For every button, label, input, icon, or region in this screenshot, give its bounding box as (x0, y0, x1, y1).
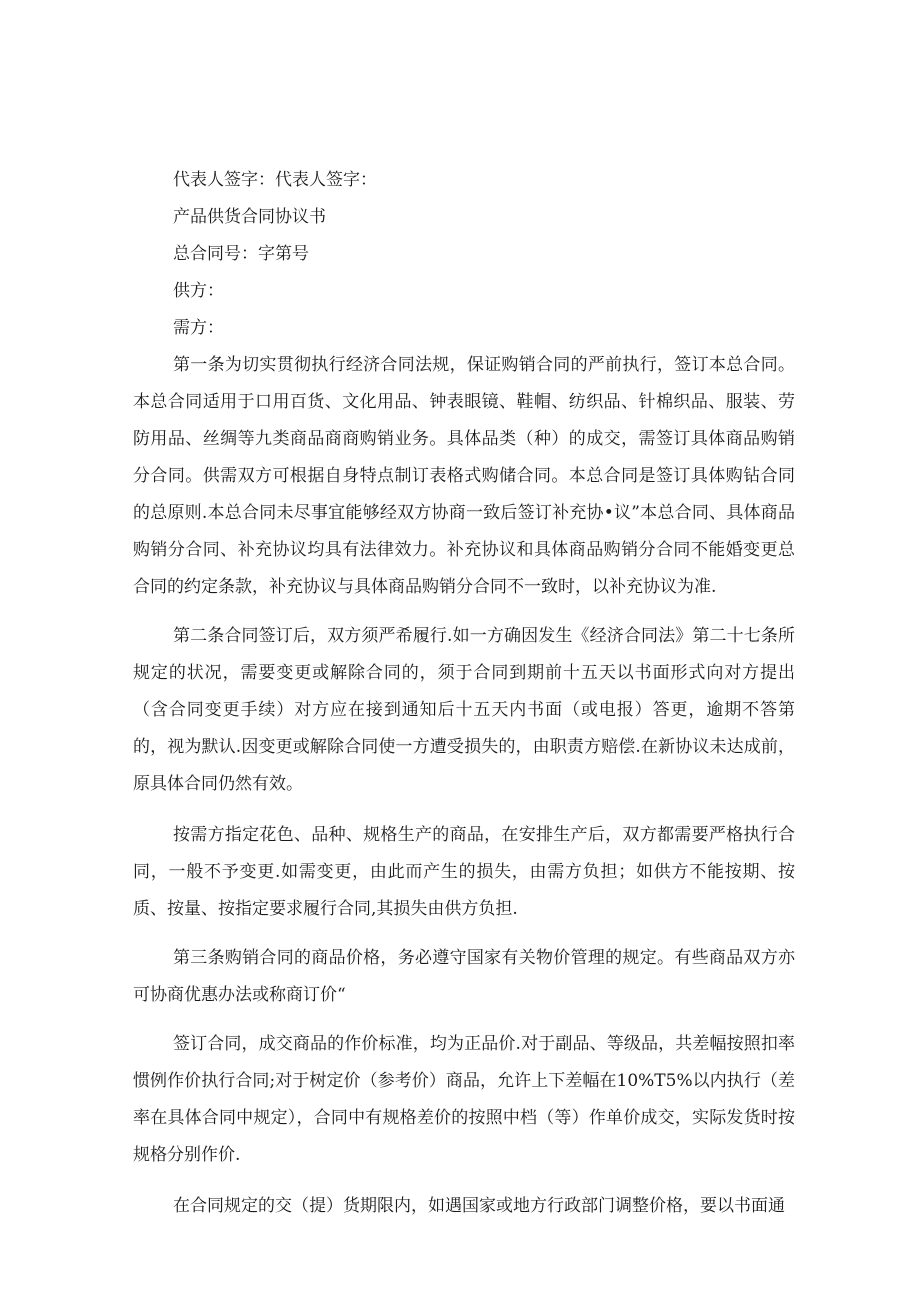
article-3-tail: 在合同规定的交（提）货期限内，如遇国家或地方行政部门调整价格，要以书面通 (173, 1196, 785, 1216)
supplier-label: 供方： (173, 281, 224, 301)
article-2: 第二条合同签订后，双方须严希履行.如一方确因发生《经济合同法》第二十七条所规定的状况，需要变更或解除合同的，须于合同到期前十五天以书面形式向对方提出（含合同变更手续）对方应在接到通知后十五天内书面（或电报）答更，逾期不答第的，视为默认.因变更或解除合同使一方遭受损失的，由职责方赔偿.在新协议未达成前，原具体合同仍然有效。 (133, 626, 795, 794)
contract-number: 总合同号：字第号 (173, 244, 309, 264)
article-3-continuation: 签订合同，成交商品的作价标准，均为正品价.对于副品、等级品，共差幅按照扣率惯例作价执行合同;对于树定价（参考价）商品，允许上下差幅在10%T5%以内执行（差率在具体合同中规定），合同中有规格差价的按照中档（等）作单价成交，实际发货时按规格分别作价. (133, 1034, 795, 1165)
article-1: 第一条为切实贯彻执行经济合同法规，保证购销合同的严前执行，签订本总合同。本总合同适用于口用百货、文化用品、钟表眼镜、鞋帽、纺织品、针棉织品、服装、劳防用品、丝绸等九类商品商商购销业务。具体品类（种）的成交，需签订具体商品购销分合同。供需双方可根据自身特点制订表格式购储合同。本总合同是签订具体购钻合同的总原则.本总合同未尽事宜能够经双方协商一致后签订补充协•议”本总合同、具体商品购销分合同、补充协议均具有法律效力。补充协议和具体商品购销分合同不能婚变更总合同的约定条款，补充协议与具体商品购销分合同不一致时，以补充协议为准. (133, 355, 795, 597)
article-2-continuation: 按需方指定花色、品种、规格生产的商品，在安排生产后，双方都需要严格执行合同，一般不予变更.如需变更，由此而产生的损失，由需方负担；如供方不能按期、按质、按量、按指定要求履行合同,其损失由供方负担. (133, 825, 795, 919)
document-page (133, 162, 795, 1225)
article-3: 第三条购销合同的商品价格，务必遵守国家有关物价管理的规定。有些商品双方亦可协商优惠办法或称商订价“ (133, 948, 795, 1005)
signature-line: 代表人签字：代表人签字： (173, 170, 377, 190)
buyer-label: 需方： (173, 318, 224, 338)
document-title: 产品供货合同协议书 (173, 207, 326, 227)
